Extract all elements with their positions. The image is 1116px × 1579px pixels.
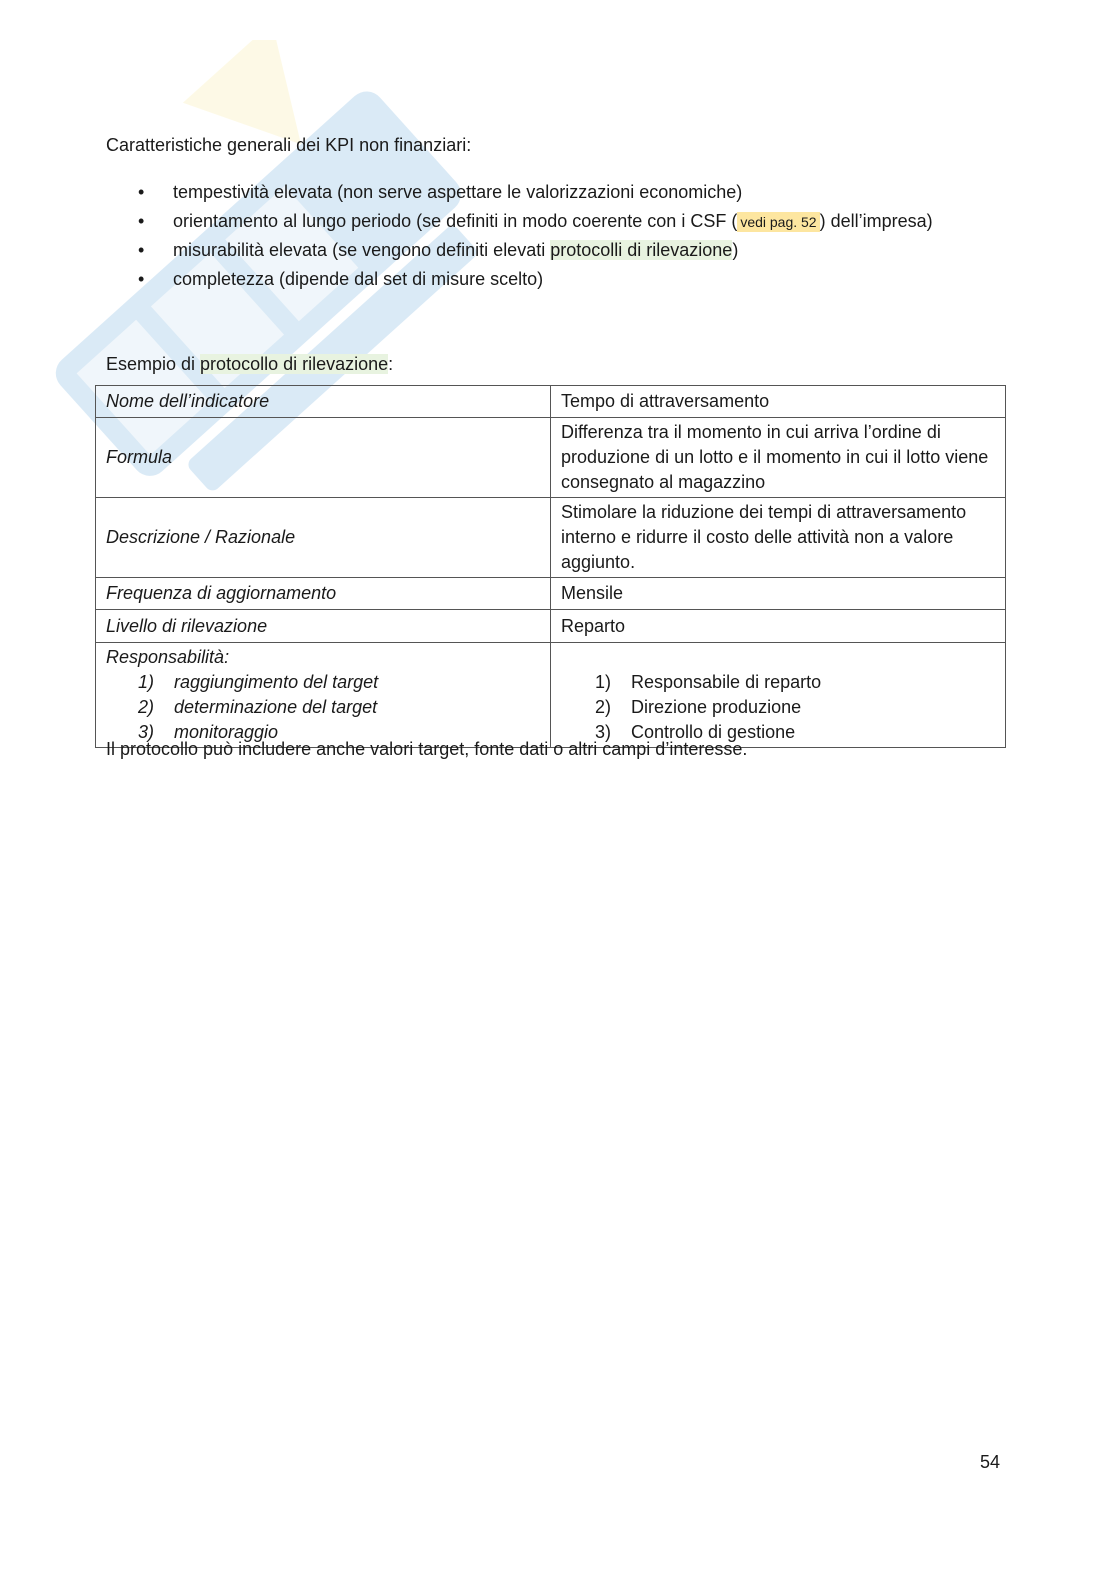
list-item: • orientamento al lungo periodo (se definiti in modo coerente con i CSF ( vedi pag. 52 ) dell’impresa) <box>106 207 1006 237</box>
list-item: • misurabilità elevata (se vengono definiti elevati protocolli di rilevazione) <box>106 236 1006 265</box>
highlighted-term: protocolli di rilevazione <box>550 240 733 260</box>
page-body <box>106 130 1006 379</box>
table-row <box>96 643 1006 748</box>
row-label: Frequenza di aggiornamento <box>96 578 551 610</box>
example-heading: Esempio di protocollo di rilevazione: <box>106 354 394 374</box>
list-item: 1) raggiungimento del target <box>138 672 379 692</box>
row-value: Tempo di attraversamento <box>551 386 1006 418</box>
responsibility-tasks <box>106 670 540 745</box>
row-label: Formula <box>96 418 551 498</box>
table-row <box>96 386 1006 418</box>
page-number: 54 <box>980 1452 1001 1472</box>
responsibility-label: Responsabilità: <box>106 647 230 667</box>
row-label: Nome dell’indicatore <box>96 386 551 418</box>
section-heading: Caratteristiche generali dei KPI non finanziari: <box>106 135 472 155</box>
list-item: • tempestività elevata (non serve aspettare le valorizzazioni economiche) <box>106 178 1006 207</box>
list-item: 2) determinazione del target <box>138 697 378 717</box>
table-row <box>96 578 1006 610</box>
list-item: 3) monitoraggio <box>138 722 279 742</box>
row-label: Descrizione / Razionale <box>96 498 551 578</box>
list-item: 2) Direzione produzione <box>595 697 802 717</box>
list-item: 1) Responsabile di reparto <box>595 672 822 692</box>
responsibility-label-cell <box>96 643 551 748</box>
row-value: Mensile <box>551 578 1006 610</box>
row-value: Differenza tra il momento in cui arriva l’ordine di produzione di un lotto e il momento in cui il lotto viene consegnato al magazzino <box>551 418 1006 498</box>
table-row <box>96 418 1006 498</box>
kpi-characteristics-list <box>106 178 1006 293</box>
row-label: Livello di rilevazione <box>96 610 551 643</box>
table-row <box>96 498 1006 578</box>
highlighted-term: protocollo di rilevazione <box>200 354 389 374</box>
responsibility-owners <box>561 670 995 745</box>
page-reference: vedi pag. 52 <box>737 212 819 232</box>
responsibility-owners-cell <box>551 643 1006 748</box>
table-row <box>96 610 1006 643</box>
list-item: 3) Controllo di gestione <box>595 722 796 742</box>
protocol-table <box>95 385 1006 748</box>
list-item: • completezza (dipende dal set di misure scelto) <box>106 265 1006 294</box>
row-value: Stimolare la riduzione dei tempi di attraversamento interno e ridurre il costo delle attività non a valore aggiunto. <box>551 498 1006 578</box>
table-note: Il protocollo può includere anche valori target, fonte dati o altri campi d’interesse. <box>106 739 748 759</box>
row-value: Reparto <box>551 610 1006 643</box>
